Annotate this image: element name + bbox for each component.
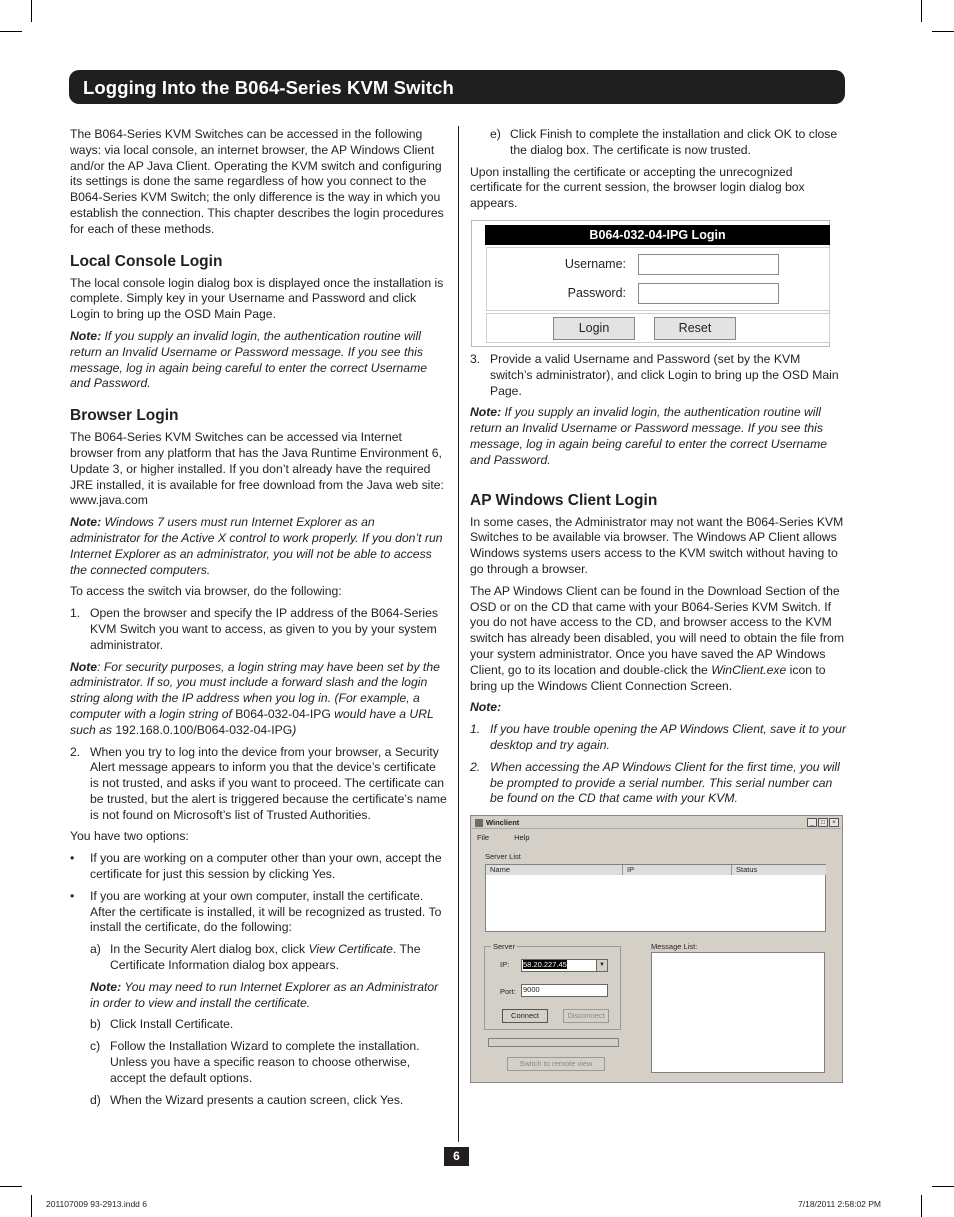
disconnect-button[interactable]: Disconnect xyxy=(563,1009,609,1023)
crop-mark xyxy=(0,31,22,32)
option-bullet-2: • If you are working at your own computer, install the certificate. After the certificate is installed, it will be recognized as trusted. To install the certificate, do the following: xyxy=(70,888,442,935)
local-console-body: The local console login dialog box is displayed once the installation is complete. Simply key in your Username and Password and click Login to bring up the OSD Main Page. xyxy=(70,275,444,322)
port-label: Port: xyxy=(500,987,516,997)
browser-step-1: 1. Open the browser and specify the IP address of the B064-Series KVM Switch you want to access, as given to you by your system administrator. xyxy=(70,606,438,652)
crop-mark xyxy=(932,1186,954,1187)
browser-note-windows7: Note: Windows 7 users must run Internet Explorer as an administrator for the Active X control to work properly. If you don’t run Internet Explorer as an administrator, you will not be able to access the connected computers. xyxy=(70,515,443,577)
close-icon[interactable]: × xyxy=(829,818,839,827)
login-buttons-panel xyxy=(486,313,830,343)
ip-select[interactable] xyxy=(521,959,608,972)
username-label: Username: xyxy=(564,256,626,271)
browser-login-heading: Browser Login xyxy=(70,407,179,425)
ap-windows-paragraph-1: In some cases, the Administrator may not want the B064-Series KVM Switches to be available via browser. The Windows AP Client allows Windows systems users access to the KVM switch without having to go through a browser. xyxy=(470,514,844,576)
crop-mark xyxy=(31,1195,32,1217)
ap-note-1: 1. If you have trouble opening the AP Windows Client, save it to your desktop and try again. xyxy=(470,722,847,752)
column-divider xyxy=(458,126,459,1142)
winclient-titlebar xyxy=(472,817,841,829)
username-input[interactable] xyxy=(638,254,779,275)
reset-button[interactable]: Reset xyxy=(654,317,736,340)
install-step-e: e) Click Finish to complete the installation and click OK to close the dialog box. The certificate is now trusted. xyxy=(490,127,838,157)
minimize-icon[interactable]: _ xyxy=(807,818,817,827)
browser-note-login-string: Note: For security purposes, a login string may have been set by the administrator. If so, you must include a forward slash and the login string along with the IP address when you log in. (For example, a computer with a login string of B064-032-04-IPG would have a URL such as 192.168.0.100/B064-032-04-IPG) xyxy=(70,659,440,737)
winclient-window xyxy=(470,815,843,1083)
menu-help[interactable]: Help xyxy=(514,833,530,843)
page-title: Logging Into the B064-Series KVM Switch xyxy=(83,77,454,98)
winclient-title: Winclient xyxy=(486,818,520,828)
winclient-menubar xyxy=(477,833,530,842)
ap-windows-heading: AP Windows Client Login xyxy=(470,491,658,509)
column-status[interactable]: Status xyxy=(732,865,826,875)
ap-windows-paragraph-2: The AP Windows Client can be found in the Download Section of the OSD or on the CD that came with your B064-Series KVM Switch. If you do not have access to the CD, and browser access to the KVM switch has already been disabled, you will need to obtain the file from your system administrator. Once you have saved the AP Windows Client, go to its location and double-click the WinClient.exe icon to bring up the Windows Client Connection Screen. xyxy=(470,583,844,693)
login-button[interactable]: Login xyxy=(553,317,635,340)
footer-timestamp: 7/18/2011 2:58:02 PM xyxy=(798,1199,882,1209)
port-input[interactable]: 9000 xyxy=(521,984,608,997)
install-step-b: b) Click Install Certificate. xyxy=(90,1017,234,1032)
browser-login-dialog xyxy=(471,220,830,347)
install-note: Note: You may need to run Internet Explorer as an Administrator in order to view and install the certificate. xyxy=(90,979,439,1010)
chevron-down-icon[interactable]: ▼ xyxy=(596,960,607,971)
ip-value: 58.20.227.45 xyxy=(523,960,567,970)
install-step-d: d) When the Wizard presents a caution screen, click Yes. xyxy=(90,1092,404,1107)
switch-remote-view-button[interactable]: Switch to remote view xyxy=(507,1057,605,1071)
browser-login-body: The B064-Series KVM Switches can be accessed via Internet browser from any platform that has the Java Runtime Environment 6, Update 3, or higher installed. If you don’t already have the required JRE installed, it is available for free download from the Java web site: www.java.com xyxy=(70,430,444,508)
crop-mark xyxy=(0,1186,22,1187)
message-list[interactable] xyxy=(651,952,825,1073)
upon-installing-paragraph: Upon installing the certificate or accepting the unrecognized certificate for the current session, the browser login dialog box appears. xyxy=(470,164,805,211)
message-list-label: Message List: xyxy=(651,942,698,952)
maximize-icon[interactable]: □ xyxy=(818,818,828,827)
left-column xyxy=(70,127,448,1114)
intro-paragraph: The B064-Series KVM Switches can be accessed in the following ways: via local console, an internet browser, the AP Windows Client and/or the AP Java Client. Operating the KVM switch and configuring its settings is done the same regardless of how you connect to the B064-Series KVM Switch; the only difference is the way in which you establish the connection. This chapter describes the login procedures for each of these methods. xyxy=(70,127,444,236)
password-label: Password: xyxy=(567,285,626,300)
ap-note-label: Note: xyxy=(470,700,502,715)
browser-step-2: 2. When you try to log into the device from your browser, a Security Alert message appears to inform you that the device’s certificate is not trusted, and asks if you want to proceed. The certificate can be trusted, but the alert is triggered because the certificate’s name is not found on Microsoft’s list of Trusted Authorities. xyxy=(70,744,447,822)
page-number: 6 xyxy=(444,1147,469,1166)
menu-file[interactable]: File xyxy=(477,833,490,843)
ap-note-2: 2. When accessing the AP Windows Client for the first time, you will be prompted to provide a serial number. This serial number can be found on the CD that came with your KVM. xyxy=(470,759,840,806)
column-name[interactable]: Name xyxy=(486,865,623,875)
step3-note: Note: If you supply an invalid login, the authentication routine will return an Invalid Username or Password message. If you see this message, log in again being careful to enter the correct Username and Password. xyxy=(470,405,828,467)
footer-file-info: 201107009 93-2913.indd 6 xyxy=(46,1199,147,1209)
browser-access-intro: To access the switch via browser, do the following: xyxy=(70,584,342,599)
server-list-table[interactable] xyxy=(485,864,826,932)
ip-label: IP: xyxy=(500,960,510,970)
option-bullet-1: • If you are working on a computer other than your own, accept the certificate for just this session by clicking Yes. xyxy=(70,851,442,882)
password-input[interactable] xyxy=(638,283,779,304)
options-intro: You have two options: xyxy=(70,829,189,844)
password-row xyxy=(487,283,829,305)
header-bar xyxy=(69,70,845,104)
app-icon xyxy=(475,819,483,827)
install-step-c: c) Follow the Installation Wizard to complete the installation. Unless you have a specific reason to choose otherwise, accept the default options. xyxy=(90,1039,420,1085)
crop-mark xyxy=(921,1195,922,1217)
right-column xyxy=(470,127,846,1083)
browser-step-3: 3. Provide a valid Username and Password (set by the KVM switch’s administrator), and click Login to bring up the OSD Main Page. xyxy=(470,351,839,398)
install-step-a: a) In the Security Alert dialog box, click View Certificate. The Certificate Information dialog box appears. xyxy=(90,942,421,973)
crop-mark xyxy=(921,0,922,22)
connect-button[interactable]: Connect xyxy=(502,1009,548,1023)
login-fields-panel xyxy=(486,247,830,311)
local-console-heading: Local Console Login xyxy=(70,252,223,270)
login-dialog-title: B064-032-04-IPG Login xyxy=(485,225,830,245)
username-row xyxy=(487,254,829,276)
server-list-label: Server List xyxy=(485,852,521,862)
crop-mark xyxy=(31,0,32,22)
server-group-label: Server xyxy=(493,942,516,952)
column-ip[interactable]: IP xyxy=(623,865,732,875)
progress-bar xyxy=(488,1038,619,1047)
window-controls xyxy=(807,818,839,827)
crop-mark xyxy=(932,31,954,32)
local-console-note: Note: If you supply an invalid login, the authentication routine will return an Invalid Username or Password message. If you see this message, log in again being careful to enter the correct Username and Password. xyxy=(70,328,428,391)
